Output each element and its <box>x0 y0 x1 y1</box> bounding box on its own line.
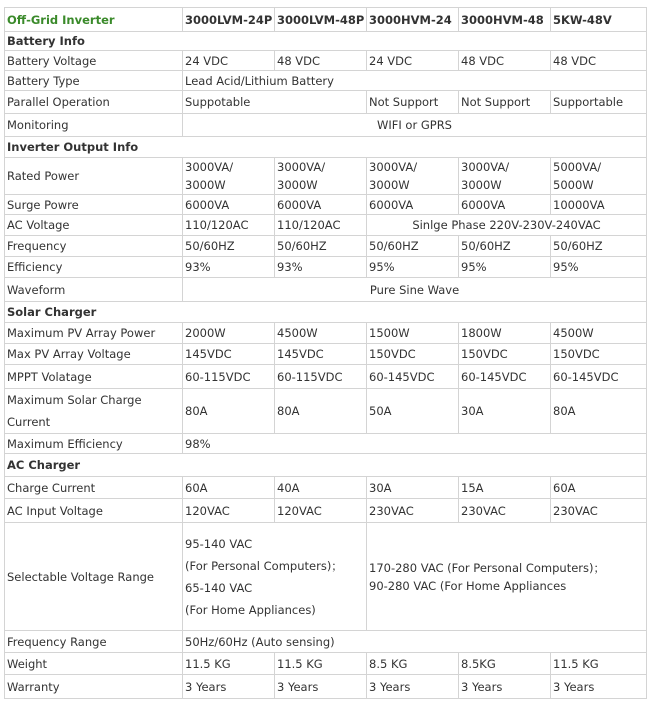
section-heading: Solar Charger <box>5 302 647 323</box>
table-cell: 48 VDC <box>275 51 367 71</box>
table-cell: 50Hz/60Hz (Auto sensing) <box>183 631 647 653</box>
table-cell: 3 Years <box>275 675 367 699</box>
table-cell <box>183 523 367 631</box>
table-row <box>5 323 647 344</box>
cell-line: 170-280 VAC (For Personal Computers)； <box>369 560 605 575</box>
table-row <box>5 215 647 236</box>
table-row <box>5 523 647 631</box>
table-cell: 50/60HZ <box>551 236 647 257</box>
row-label: Maximum PV Array Power <box>5 323 183 344</box>
table-row <box>5 236 647 257</box>
table-cell: 24 VDC <box>367 51 459 71</box>
table-row <box>5 499 647 523</box>
table-cell: 150VDC <box>459 344 551 365</box>
section-heading: AC Charger <box>5 454 647 477</box>
row-label: Surge Powre <box>5 195 183 215</box>
cell-line: 95-140 VAC <box>185 536 253 551</box>
table-row <box>5 278 647 302</box>
row-label: Maximum Efficiency <box>5 434 183 454</box>
table-cell: 60A <box>551 477 647 499</box>
table-row <box>5 51 647 71</box>
table-cell: Pure Sine Wave <box>183 278 647 302</box>
table-cell: 93% <box>183 257 275 278</box>
table-cell: 80A <box>275 389 367 434</box>
table-cell: Not Support <box>367 91 459 114</box>
table-cell: 110/120AC <box>183 215 275 236</box>
row-label: Max PV Array Voltage <box>5 344 183 365</box>
table-cell: 48 VDC <box>459 51 551 71</box>
table-cell: 4500W <box>275 323 367 344</box>
cell-line: (For Home Appliances) <box>185 602 316 617</box>
header-row <box>5 8 647 32</box>
table-cell: 15A <box>459 477 551 499</box>
cell-line: 3000VA/ <box>277 160 326 174</box>
table-cell: 30A <box>459 389 551 434</box>
table-cell: 24 VDC <box>183 51 275 71</box>
table-cell: 120VAC <box>183 499 275 523</box>
table-cell: 150VDC <box>367 344 459 365</box>
cell-line: 3000VA/ <box>369 160 418 174</box>
table-cell: 6000VA <box>367 195 459 215</box>
table-cell: 110/120AC <box>275 215 367 236</box>
row-label: Battery Voltage <box>5 51 183 71</box>
row-label: MPPT Volatage <box>5 365 183 389</box>
table-cell: 60-145VDC <box>367 365 459 389</box>
cell-line: (For Personal Computers)； <box>185 558 343 573</box>
table-cell: 3 Years <box>367 675 459 699</box>
table-row <box>5 71 647 91</box>
cell-line: 90-280 VAC (For Home Appliances <box>369 578 567 593</box>
table-cell: 98% <box>183 434 647 454</box>
table-cell <box>275 158 367 195</box>
table-cell: 60-115VDC <box>183 365 275 389</box>
table-cell: 11.5 KG <box>275 653 367 675</box>
table-cell <box>367 523 647 631</box>
table-row <box>5 389 647 434</box>
row-label: Efficiency <box>5 257 183 278</box>
table-cell: 60-145VDC <box>459 365 551 389</box>
table-cell: 8.5 KG <box>367 653 459 675</box>
table-row <box>5 653 647 675</box>
table-cell: 60-115VDC <box>275 365 367 389</box>
table-row <box>5 631 647 653</box>
table-cell: 3 Years <box>459 675 551 699</box>
table-cell: 6000VA <box>183 195 275 215</box>
row-label: Warranty <box>5 675 183 699</box>
table-cell: 3 Years <box>183 675 275 699</box>
table-cell: 1500W <box>367 323 459 344</box>
table-row <box>5 158 647 195</box>
cell-line: Current <box>7 415 51 429</box>
table-row <box>5 257 647 278</box>
table-cell: 30A <box>367 477 459 499</box>
table-cell <box>551 158 647 195</box>
table-cell <box>183 158 275 195</box>
table-cell: 6000VA <box>275 195 367 215</box>
section-row <box>5 454 647 477</box>
table-row <box>5 195 647 215</box>
row-label: Selectable Voltage Range <box>5 523 183 631</box>
table-cell: 11.5 KG <box>551 653 647 675</box>
section-heading: Battery Info <box>5 32 647 51</box>
table-cell: 145VDC <box>275 344 367 365</box>
section-row <box>5 302 647 323</box>
cell-line: 3000VA/ <box>461 160 510 174</box>
row-label: Rated Power <box>5 158 183 195</box>
table-cell: 50/60HZ <box>183 236 275 257</box>
row-label: Monitoring <box>5 114 183 137</box>
table-cell: 95% <box>459 257 551 278</box>
section-row <box>5 32 647 51</box>
table-cell: Sinlge Phase 220V-230V-240VAC <box>367 215 647 236</box>
cell-line: 65-140 VAC <box>185 580 253 595</box>
table-cell: 3 Years <box>551 675 647 699</box>
row-label: AC Voltage <box>5 215 183 236</box>
table-cell: 230VAC <box>367 499 459 523</box>
cell-line: 5000W <box>553 178 594 192</box>
table-cell: 230VAC <box>459 499 551 523</box>
section-heading: Inverter Output Info <box>5 137 647 158</box>
table-row <box>5 434 647 454</box>
table-row <box>5 675 647 699</box>
row-label: Weight <box>5 653 183 675</box>
table-cell: 95% <box>551 257 647 278</box>
row-label <box>5 389 183 434</box>
section-row <box>5 137 647 158</box>
table-cell: 4500W <box>551 323 647 344</box>
table-cell: 120VAC <box>275 499 367 523</box>
table-cell: 145VDC <box>183 344 275 365</box>
table-cell: 60A <box>183 477 275 499</box>
model-header: 3000LVM-24P <box>183 8 275 32</box>
table-cell: 230VAC <box>551 499 647 523</box>
table-cell <box>367 158 459 195</box>
table-cell: 11.5 KG <box>183 653 275 675</box>
cell-line: 3000W <box>277 178 318 192</box>
table-cell: Suppotable <box>183 91 367 114</box>
cell-line: 3000VA/ <box>185 160 234 174</box>
cell-line: 5000VA/ <box>553 160 602 174</box>
row-label: Frequency <box>5 236 183 257</box>
cell-line: 3000W <box>461 178 502 192</box>
cell-line: Maximum Solar Charge <box>7 393 142 407</box>
table-row <box>5 365 647 389</box>
row-label: Parallel Operation <box>5 91 183 114</box>
table-title: Off-Grid Inverter <box>5 8 183 32</box>
row-label: Waveform <box>5 278 183 302</box>
row-label: Charge Current <box>5 477 183 499</box>
table-cell: 8.5KG <box>459 653 551 675</box>
table-cell: 50A <box>367 389 459 434</box>
table-cell: WIFI or GPRS <box>183 114 647 137</box>
table-cell: 93% <box>275 257 367 278</box>
table-row <box>5 91 647 114</box>
cell-line: 3000W <box>369 178 410 192</box>
row-label: Battery Type <box>5 71 183 91</box>
table-cell: 80A <box>183 389 275 434</box>
table-row <box>5 477 647 499</box>
model-header: 5KW-48V <box>551 8 647 32</box>
table-cell: 10000VA <box>551 195 647 215</box>
table-row <box>5 114 647 137</box>
row-label: AC Input Voltage <box>5 499 183 523</box>
table-cell: 2000W <box>183 323 275 344</box>
table-cell: 50/60HZ <box>367 236 459 257</box>
cell-line: 3000W <box>185 178 226 192</box>
spec-table <box>4 7 647 699</box>
row-label: Frequency Range <box>5 631 183 653</box>
model-header: 3000HVM-24 <box>367 8 459 32</box>
table-row <box>5 344 647 365</box>
table-cell: 48 VDC <box>551 51 647 71</box>
table-cell: 150VDC <box>551 344 647 365</box>
table-cell: 6000VA <box>459 195 551 215</box>
table-cell: 50/60HZ <box>275 236 367 257</box>
table-cell: 95% <box>367 257 459 278</box>
table-cell: Not Support <box>459 91 551 114</box>
table-cell: 1800W <box>459 323 551 344</box>
table-cell <box>459 158 551 195</box>
table-cell: 40A <box>275 477 367 499</box>
model-header: 3000LVM-48P <box>275 8 367 32</box>
table-cell: 50/60HZ <box>459 236 551 257</box>
table-cell: 60-145VDC <box>551 365 647 389</box>
table-cell: 80A <box>551 389 647 434</box>
table-cell: Lead Acid/Lithium Battery <box>183 71 647 91</box>
model-header: 3000HVM-48 <box>459 8 551 32</box>
table-cell: Supportable <box>551 91 647 114</box>
